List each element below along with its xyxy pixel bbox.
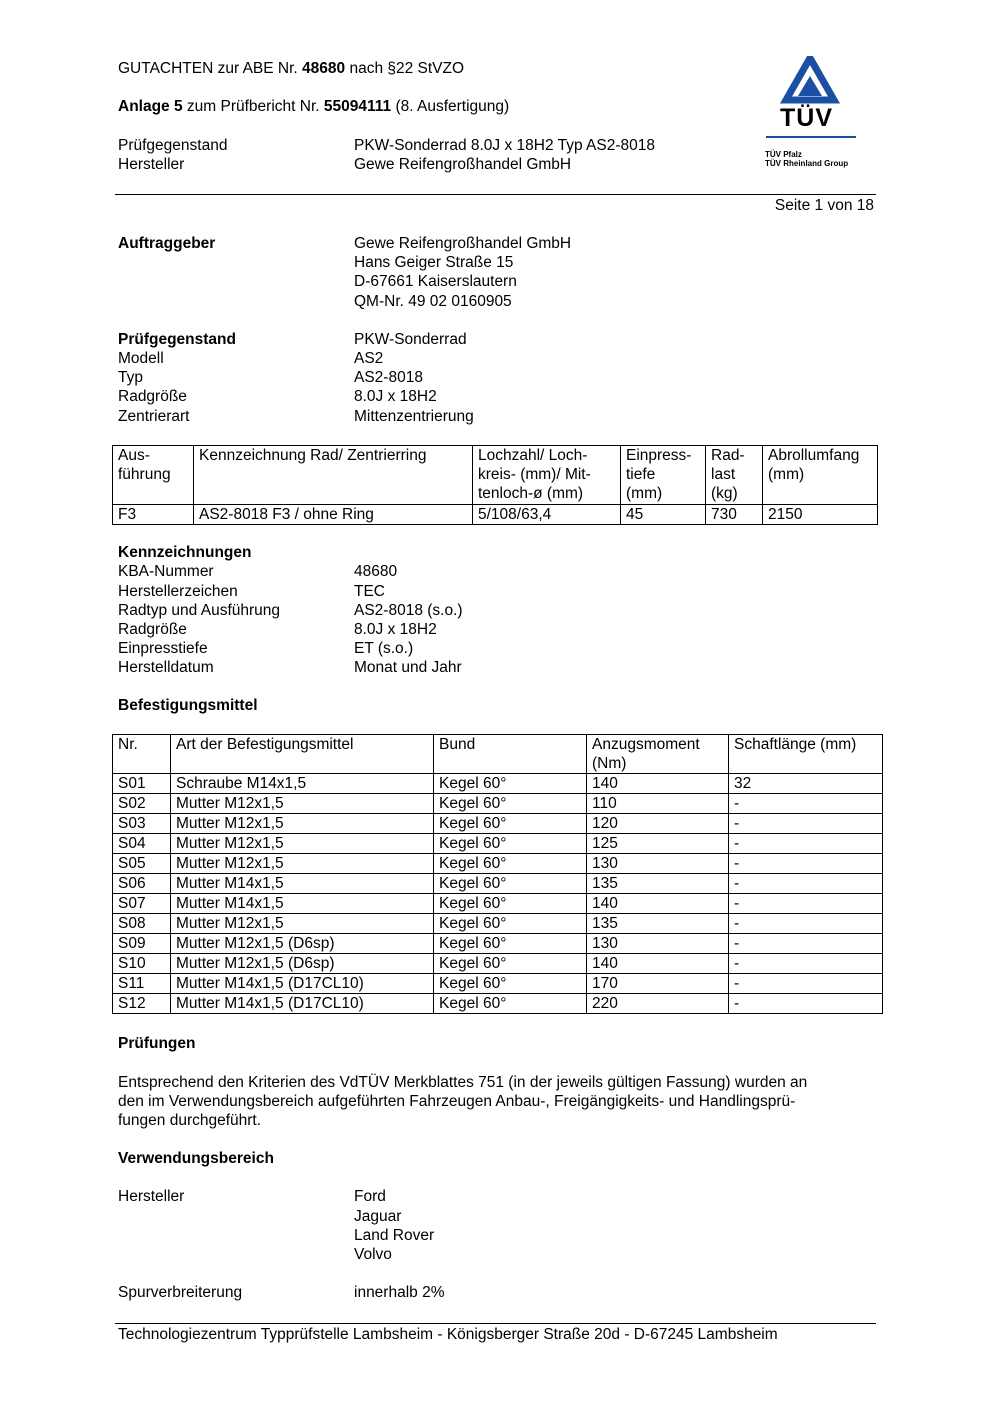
zentrierart-value: Mittenzentrierung [354, 408, 474, 425]
header-herst-value: Gewe Reifengroßhandel GmbH [354, 156, 572, 173]
header-text-suffix: nach §22 StVZO [345, 60, 465, 77]
pruefungen-text-line: Entsprechend den Kriterien des VdTÜV Merkblattes 751 (in der jeweils gültigen Fassung) wurden an [118, 1074, 808, 1091]
table-cell: S10 [113, 954, 171, 974]
page-number: Seite 1 von 18 [774, 197, 874, 214]
table-cell: S12 [113, 994, 171, 1014]
table-cell: S04 [113, 834, 171, 854]
table-header-cell: Aus- führung [113, 446, 194, 505]
befestigung-title: Befestigungsmittel [118, 697, 258, 714]
modell-value: AS2 [354, 350, 384, 367]
table-cell: S11 [113, 974, 171, 994]
table-cell: 135 [587, 914, 729, 934]
kz-value: 8.0J x 18H2 [354, 621, 437, 638]
table-cell: Mutter M14x1,5 (D17CL10) [171, 974, 434, 994]
auftraggeber-line: Hans Geiger Straße 15 [354, 254, 514, 271]
ausfertigung: (8. Ausfertigung) [391, 98, 510, 115]
table-cell: 5/108/63,4 [473, 505, 621, 525]
kz-label: Herstelldatum [118, 659, 214, 676]
table-cell: Kegel 60° [434, 954, 587, 974]
table-row [113, 814, 883, 834]
logo-text: TÜV [780, 104, 833, 132]
auftraggeber-line: Gewe Reifengroßhandel GmbH [354, 235, 572, 252]
kz-value: 48680 [354, 563, 398, 580]
table-cell: 170 [587, 974, 729, 994]
kennzeichnungen-title: Kennzeichnungen [118, 544, 252, 561]
kz-label: Radgröße [118, 621, 187, 638]
table-cell: - [729, 854, 883, 874]
auftraggeber-line: D-67661 Kaiserslautern [354, 273, 517, 290]
table-cell: Kegel 60° [434, 814, 587, 834]
table-cell: Kegel 60° [434, 874, 587, 894]
hersteller-item: Land Rover [354, 1227, 435, 1244]
table-cell: - [729, 834, 883, 854]
table-row [113, 934, 883, 954]
table-row [113, 794, 883, 814]
table-cell: S01 [113, 774, 171, 794]
table-cell: Kegel 60° [434, 834, 587, 854]
table-header-cell: Abrollumfang (mm) [763, 446, 878, 505]
table-cell: Kegel 60° [434, 774, 587, 794]
table-header-cell: Kennzeichnung Rad/ Zentrierring [194, 446, 473, 505]
logo-sub1: TÜV Pfalz [765, 150, 802, 159]
spur-label: Spurverbreiterung [118, 1284, 243, 1301]
verwendung-title: Verwendungsbereich [118, 1150, 274, 1167]
header-divider [115, 194, 876, 195]
table-row [113, 954, 883, 974]
anlage-label: Anlage 5 [118, 98, 183, 115]
header-line1 [118, 59, 464, 78]
pruefungen-text-line: fungen durchgeführt. [118, 1112, 262, 1129]
table-cell: - [729, 794, 883, 814]
hersteller-item: Ford [354, 1188, 386, 1205]
table-cell: Schraube M14x1,5 [171, 774, 434, 794]
table-cell: Mutter M12x1,5 [171, 834, 434, 854]
kz-value: AS2-8018 (s.o.) [354, 602, 463, 619]
table-cell: F3 [113, 505, 194, 525]
table-cell: Kegel 60° [434, 854, 587, 874]
table-cell: 130 [587, 934, 729, 954]
table-header-row [113, 446, 878, 505]
kz-label: Radtyp und Ausführung [118, 602, 281, 619]
table-row [113, 834, 883, 854]
table-cell: 130 [587, 854, 729, 874]
table-cell: - [729, 934, 883, 954]
table-cell: 2150 [763, 505, 878, 525]
header-text: zum Prüfbericht Nr. [182, 98, 324, 115]
table-cell: - [729, 994, 883, 1014]
header-pruef-value: PKW-Sonderrad 8.0J x 18H2 Typ AS2-8018 [354, 137, 655, 154]
table-cell: Kegel 60° [434, 934, 587, 954]
header-herst-label: Hersteller [118, 156, 185, 173]
table-row [113, 894, 883, 914]
pruefungen-text-line: den im Verwendungsbereich aufgeführten Fahrzeugen Anbau-, Freigängigkeits- und Handlingsprü- [118, 1093, 796, 1110]
table-cell: Kegel 60° [434, 994, 587, 1014]
zentrierart-label: Zentrierart [118, 408, 190, 425]
table-cell: S02 [113, 794, 171, 814]
kz-label: Einpresstiefe [118, 640, 208, 657]
table-cell: 45 [621, 505, 706, 525]
table-cell: AS2-8018 F3 / ohne Ring [194, 505, 473, 525]
table-header-cell: Einpress- tiefe (mm) [621, 446, 706, 505]
pruefbericht-number: 55094111 [323, 98, 392, 115]
table-cell: - [729, 954, 883, 974]
table-header-cell: Nr. [113, 735, 171, 774]
table-cell: 135 [587, 874, 729, 894]
table-cell: 730 [706, 505, 763, 525]
table-cell: - [729, 814, 883, 834]
header-pruef-label: Prüfgegenstand [118, 137, 228, 154]
table-cell: Mutter M14x1,5 [171, 874, 434, 894]
table-cell: S09 [113, 934, 171, 954]
verwendung-herst-label: Hersteller [118, 1188, 185, 1205]
pruefungen-title: Prüfungen [118, 1035, 196, 1052]
pruefgegenstand-value: PKW-Sonderrad [354, 331, 467, 348]
footer-text: Technologiezentrum Typprüfstelle Lambsheim - Königsberger Straße 20d - D-67245 Lambsheim [118, 1326, 778, 1343]
kz-label: KBA-Nummer [118, 563, 214, 580]
typ-label: Typ [118, 369, 143, 386]
table-row [113, 774, 883, 794]
table-cell: - [729, 894, 883, 914]
table-cell: 140 [587, 774, 729, 794]
table-cell: 125 [587, 834, 729, 854]
table-cell: Mutter M14x1,5 [171, 894, 434, 914]
table-cell: Mutter M12x1,5 [171, 794, 434, 814]
table-cell: Mutter M12x1,5 [171, 814, 434, 834]
befestigung-table [112, 734, 883, 1014]
radgroesse-value: 8.0J x 18H2 [354, 388, 437, 405]
footer-divider [115, 1323, 876, 1324]
table-cell: Kegel 60° [434, 914, 587, 934]
table-row [113, 994, 883, 1014]
table-cell: 32 [729, 774, 883, 794]
table-cell: Mutter M12x1,5 (D6sp) [171, 954, 434, 974]
kz-value: Monat und Jahr [354, 659, 462, 676]
table-row [113, 914, 883, 934]
kz-value: TEC [354, 583, 385, 600]
table-header-cell: Anzugsmoment (Nm) [587, 735, 729, 774]
table-row [113, 505, 878, 525]
table-cell: S03 [113, 814, 171, 834]
table-header-cell: Lochzahl/ Loch- kreis- (mm)/ Mit- tenloch-ø (mm) [473, 446, 621, 505]
table-cell: S08 [113, 914, 171, 934]
kz-label: Herstellerzeichen [118, 583, 238, 600]
logo-rule [766, 136, 856, 138]
table-cell: Mutter M14x1,5 (D17CL10) [171, 994, 434, 1014]
abe-number: 48680 [302, 60, 346, 77]
hersteller-item: Jaguar [354, 1208, 402, 1225]
pruefgegenstand-label: Prüfgegenstand [118, 331, 236, 348]
table-row [113, 874, 883, 894]
table-cell: 140 [587, 954, 729, 974]
table-cell: 110 [587, 794, 729, 814]
table-header-cell: Art der Befestigungsmittel [171, 735, 434, 774]
table-cell: 140 [587, 894, 729, 914]
table-header-cell: Bund [434, 735, 587, 774]
table-cell: - [729, 874, 883, 894]
rad-table [112, 445, 878, 525]
table-cell: Mutter M12x1,5 [171, 914, 434, 934]
table-cell: S07 [113, 894, 171, 914]
spur-value: innerhalb 2% [354, 1284, 445, 1301]
modell-label: Modell [118, 350, 164, 367]
auftraggeber-label: Auftraggeber [118, 235, 216, 252]
logo-sub2: TÜV Rheinland Group [765, 159, 849, 168]
table-cell: Kegel 60° [434, 894, 587, 914]
table-row [113, 974, 883, 994]
table-row [113, 854, 883, 874]
table-cell: Mutter M12x1,5 (D6sp) [171, 934, 434, 954]
auftraggeber-line: QM-Nr. 49 02 0160905 [354, 293, 512, 310]
table-cell: S05 [113, 854, 171, 874]
table-cell: 220 [587, 994, 729, 1014]
table-header-row [113, 735, 883, 774]
table-cell: Kegel 60° [434, 974, 587, 994]
table-header-cell: Rad- last (kg) [706, 446, 763, 505]
table-header-cell: Schaftlänge (mm) [729, 735, 883, 774]
table-cell: 120 [587, 814, 729, 834]
radgroesse-label: Radgröße [118, 388, 187, 405]
header-line2 [118, 97, 509, 116]
hersteller-item: Volvo [354, 1246, 392, 1263]
typ-value: AS2-8018 [354, 369, 423, 386]
kz-value: ET (s.o.) [354, 640, 414, 657]
table-cell: S06 [113, 874, 171, 894]
tuev-logo [762, 56, 858, 174]
table-cell: - [729, 914, 883, 934]
header-text: GUTACHTEN zur ABE Nr. [118, 60, 303, 77]
table-cell: - [729, 974, 883, 994]
table-cell: Kegel 60° [434, 794, 587, 814]
table-cell: Mutter M12x1,5 [171, 854, 434, 874]
